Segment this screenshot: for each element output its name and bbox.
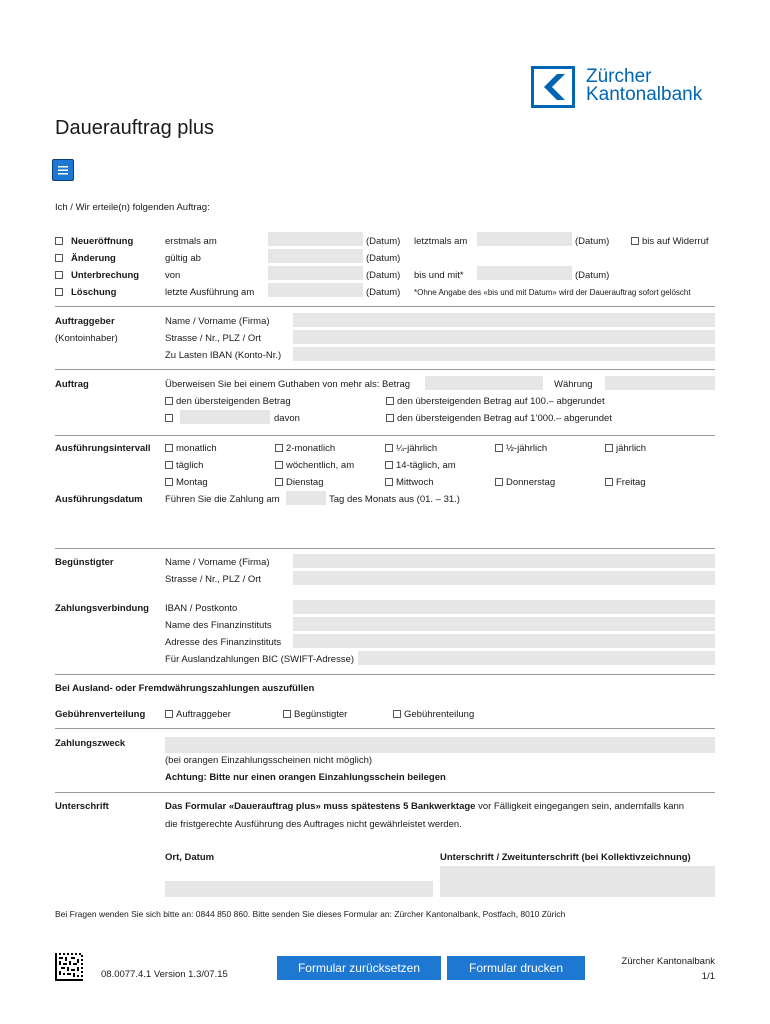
section-title: Bei Ausland- oder Fremdwährungszahlungen auszufüllen bbox=[55, 683, 315, 694]
datamatrix-code bbox=[55, 953, 83, 981]
row-label: gültig ab bbox=[165, 253, 201, 264]
option-text: den übersteigenden Betrag auf 1’000.– abgerundet bbox=[397, 413, 612, 424]
widerruf-label: bis auf Widerruf bbox=[642, 236, 709, 247]
ort-datum-label: Ort, Datum bbox=[165, 852, 215, 863]
auftrag-text: Überweisen Sie bei einem Guthaben von mehr als: Betrag bbox=[165, 379, 411, 390]
datum-label2: (Datum) bbox=[575, 270, 610, 281]
ort-datum-input[interactable] bbox=[165, 881, 433, 897]
option-text: davon bbox=[274, 413, 300, 424]
row-label: letzte Ausführung am bbox=[165, 287, 255, 298]
section-subtitle: (Kontoinhaber) bbox=[55, 333, 118, 344]
interval-label: 14-täglich, am bbox=[396, 460, 456, 471]
loeschung-note: *Ohne Angabe des «bis und mit Datum» wird der Dauerauftrag sofort gelöscht bbox=[414, 288, 691, 297]
checkbox-interval[interactable] bbox=[165, 461, 173, 469]
weekday-label: Dienstag bbox=[286, 477, 324, 488]
datum-post: Tag des Monats aus (01. – 31.) bbox=[329, 494, 460, 505]
interval-label: monatlich bbox=[176, 443, 217, 454]
field-label: Strasse / Nr., PLZ / Ort bbox=[165, 574, 262, 585]
checkbox-loeschung[interactable] bbox=[55, 288, 63, 296]
print-button[interactable]: Formular drucken bbox=[447, 956, 585, 980]
zweck-note: (bei orangen Einzahlungsscheinen nicht möglich) bbox=[165, 755, 373, 766]
betrag-input[interactable] bbox=[425, 376, 543, 390]
divider bbox=[55, 792, 715, 793]
intro-text: Ich / Wir erteile(n) folgenden Auftrag: bbox=[55, 202, 210, 213]
field-label: Für Auslandzahlungen BIC (SWIFT-Adresse) bbox=[165, 654, 355, 665]
signature-field[interactable] bbox=[440, 866, 715, 897]
field-label: Strasse / Nr., PLZ / Ort bbox=[165, 333, 262, 344]
page-number: 1/1 bbox=[701, 971, 715, 982]
divider bbox=[55, 728, 715, 729]
section-title: Gebührenverteilung bbox=[55, 709, 146, 720]
date-field[interactable] bbox=[268, 249, 363, 263]
section-title: Unterschrift bbox=[55, 801, 109, 812]
checkbox-ueberst[interactable] bbox=[165, 397, 173, 405]
currency-label: Währung bbox=[554, 379, 593, 390]
unterschrift-line2: die fristgerechte Ausführung des Auftrages nicht gewährleistet werden. bbox=[165, 819, 462, 830]
interval-label: ¼-jährlich bbox=[396, 443, 438, 454]
section-title: Zahlungsverbindung bbox=[55, 603, 149, 614]
address-input[interactable] bbox=[293, 330, 715, 344]
section-title: Auftrag bbox=[55, 379, 89, 390]
weekday-label: Mittwoch bbox=[396, 477, 434, 488]
bank-name-input[interactable] bbox=[293, 617, 715, 631]
date-field[interactable] bbox=[268, 232, 363, 246]
interval-label: 2-monatlich bbox=[286, 443, 336, 454]
reset-button[interactable]: Formular zurücksetzen bbox=[277, 956, 441, 980]
divider bbox=[55, 435, 715, 436]
checkbox-davon[interactable] bbox=[165, 414, 173, 422]
zkb-logo-icon bbox=[531, 66, 575, 108]
interval-label: wöchentlich, am bbox=[286, 460, 355, 471]
bank-name-line2: Kantonalbank bbox=[586, 84, 703, 105]
bank-name-line1: Zürcher bbox=[586, 66, 652, 87]
field-label: Name / Vorname (Firma) bbox=[165, 316, 270, 327]
unterschrift-bold: Das Formular «Dauerauftrag plus» muss spätestens 5 Bankwerktage bbox=[165, 801, 476, 812]
checkbox-unterbrechung[interactable] bbox=[55, 271, 63, 279]
checkbox-fee[interactable] bbox=[165, 710, 173, 718]
checkbox-fee[interactable] bbox=[393, 710, 401, 718]
section-title: Ausführungsdatum bbox=[55, 494, 143, 505]
divider bbox=[55, 674, 715, 675]
datum-pre: Führen Sie die Zahlung am bbox=[165, 494, 280, 505]
iban-postkonto-input[interactable] bbox=[293, 600, 715, 614]
checkbox-interval[interactable] bbox=[165, 444, 173, 452]
option-label: Unterbrechung bbox=[71, 270, 140, 281]
datum-label: (Datum) bbox=[366, 270, 401, 281]
zweck-input[interactable] bbox=[165, 737, 715, 753]
checkbox-interval[interactable] bbox=[385, 461, 393, 469]
fee-label: Auftraggeber bbox=[176, 709, 231, 720]
field-label: Name des Finanzinstituts bbox=[165, 620, 272, 631]
datum-label2: (Datum) bbox=[575, 236, 610, 247]
divider bbox=[55, 306, 715, 307]
date-field[interactable] bbox=[268, 283, 363, 297]
field-label: Zu Lasten IBAN (Konto-Nr.) bbox=[165, 350, 282, 361]
davon-input[interactable] bbox=[180, 410, 270, 424]
checkbox-interval[interactable] bbox=[605, 444, 613, 452]
checkbox-widerruf[interactable] bbox=[631, 237, 639, 245]
iban-input[interactable] bbox=[293, 347, 715, 361]
interval-label: jährlich bbox=[616, 443, 647, 454]
field-label: Adresse des Finanzinstituts bbox=[165, 637, 282, 648]
option-label: Löschung bbox=[71, 287, 117, 298]
option-label: Änderung bbox=[71, 253, 116, 264]
barcode-icon bbox=[55, 953, 83, 981]
date-field[interactable] bbox=[268, 266, 363, 280]
section-title: Ausführungsintervall bbox=[55, 443, 151, 454]
checkbox-weekday[interactable] bbox=[165, 478, 173, 486]
unterschrift-rest: vor Fälligkeit eingegangen sein, andernfalls kann bbox=[475, 801, 685, 812]
date-field-2[interactable] bbox=[477, 232, 572, 246]
contact-text: Bei Fragen wenden Sie sich bitte an: 0844 850 860. Bitte senden Sie dieses Formular an: Zürcher Kantonalbank, Postfach, 8010 Zürich bbox=[55, 909, 566, 919]
field-label: Name / Vorname (Firma) bbox=[165, 557, 270, 568]
section-title: Begünstigter bbox=[55, 557, 114, 568]
checkbox-interval[interactable] bbox=[275, 444, 283, 452]
checkbox-neueroeffnung[interactable] bbox=[55, 237, 63, 245]
row-label: von bbox=[165, 270, 181, 281]
section-title: Zahlungszweck bbox=[55, 738, 126, 749]
checkbox-1000[interactable] bbox=[386, 414, 394, 422]
hamburger-icon bbox=[53, 160, 73, 180]
zweck-warning: Achtung: Bitte nur einen orangen Einzahlungsschein beilegen bbox=[165, 772, 446, 783]
section-title: Auftraggeber bbox=[55, 316, 115, 327]
checkbox-weekday[interactable] bbox=[495, 478, 503, 486]
page-title: Dauerauftrag plus bbox=[55, 117, 214, 139]
divider bbox=[55, 548, 715, 549]
checkbox-100[interactable] bbox=[386, 397, 394, 405]
divider bbox=[55, 369, 715, 370]
checkbox-interval[interactable] bbox=[385, 444, 393, 452]
name-input[interactable] bbox=[293, 313, 715, 327]
unterschrift-text bbox=[165, 801, 684, 812]
option-label: Neueröffnung bbox=[71, 236, 134, 247]
row-label2: letztmals am bbox=[414, 236, 468, 247]
datum-label: (Datum) bbox=[366, 287, 401, 298]
version-text: 08.0077.4.1 Version 1.3/07.15 bbox=[101, 969, 228, 980]
footer-bank: Zürcher Kantonalbank bbox=[621, 956, 715, 967]
option-text: den übersteigenden Betrag auf 100.– abgerundet bbox=[397, 396, 605, 407]
checkbox-aenderung[interactable] bbox=[55, 254, 63, 262]
checkbox-fee[interactable] bbox=[283, 710, 291, 718]
weekday-label: Donnerstag bbox=[506, 477, 556, 488]
bank-address-input[interactable] bbox=[293, 634, 715, 648]
benef-name-input[interactable] bbox=[293, 554, 715, 568]
datum-label: (Datum) bbox=[366, 253, 401, 264]
weekday-label: Freitag bbox=[616, 477, 646, 488]
checkbox-weekday[interactable] bbox=[275, 478, 283, 486]
currency-input[interactable] bbox=[605, 376, 715, 390]
interval-label: täglich bbox=[176, 460, 204, 471]
bank-logo bbox=[531, 66, 575, 108]
day-input[interactable] bbox=[286, 491, 326, 505]
menu-button[interactable] bbox=[52, 159, 74, 181]
weekday-label: Montag bbox=[176, 477, 208, 488]
bic-input[interactable] bbox=[358, 651, 715, 665]
field-label: IBAN / Postkonto bbox=[165, 603, 238, 614]
signature-label: Unterschrift / Zweitunterschrift (bei Kollektivzeichnung) bbox=[440, 852, 691, 863]
checkbox-weekday[interactable] bbox=[385, 478, 393, 486]
row-label: erstmals am bbox=[165, 236, 217, 247]
fee-label: Gebührenteilung bbox=[404, 709, 475, 720]
benef-address-input[interactable] bbox=[293, 571, 715, 585]
date-field-2[interactable] bbox=[477, 266, 572, 280]
fee-label: Begünstigter bbox=[294, 709, 348, 720]
row-label2: bis und mit* bbox=[414, 270, 464, 281]
datum-label: (Datum) bbox=[366, 236, 401, 247]
checkbox-interval[interactable] bbox=[275, 461, 283, 469]
checkbox-weekday[interactable] bbox=[605, 478, 613, 486]
option-text: den übersteigenden Betrag bbox=[176, 396, 291, 407]
interval-label: ½-jährlich bbox=[506, 443, 548, 454]
checkbox-interval[interactable] bbox=[495, 444, 503, 452]
